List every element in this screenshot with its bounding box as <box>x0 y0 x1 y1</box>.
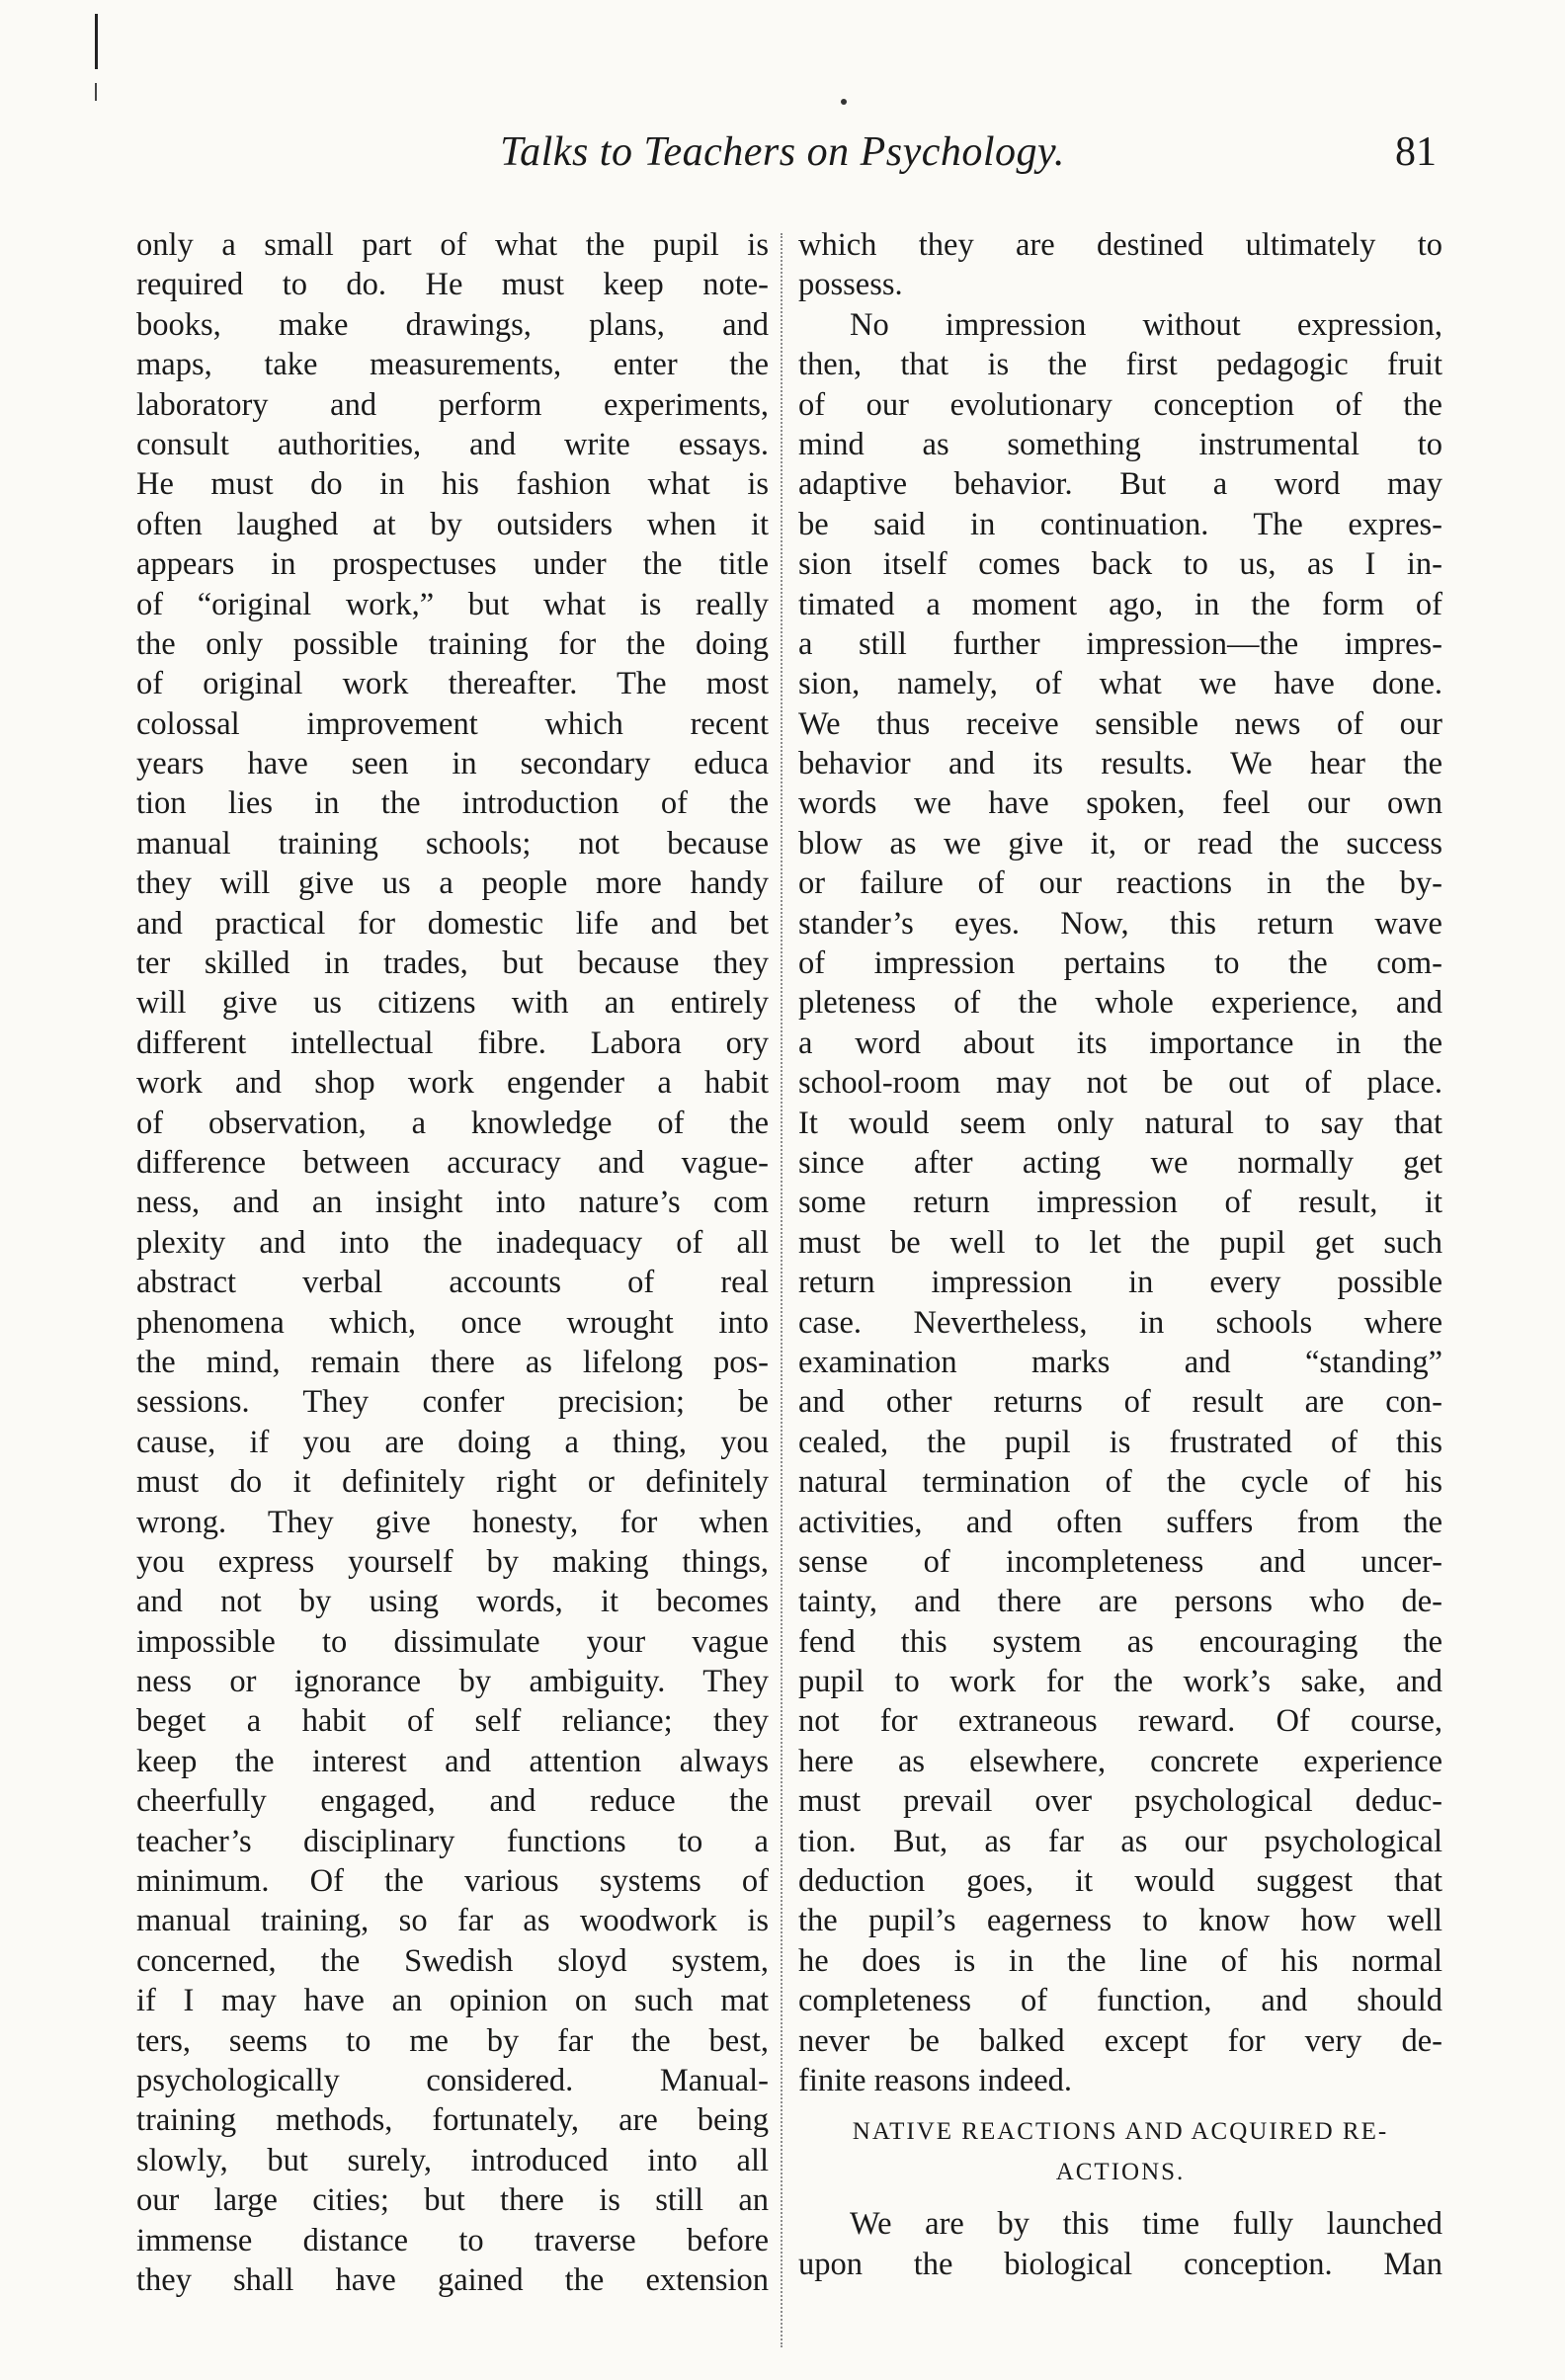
text-line: you express yourself by making things, <box>136 1543 769 1580</box>
text-line: ness or ignorance by ambiguity. They <box>136 1664 769 1700</box>
text-line: school-room may not be out of place. <box>798 1065 1442 1102</box>
text-line: keep the interest and attention always <box>136 1743 769 1779</box>
text-line: laboratory and perform experiments, <box>136 386 769 423</box>
text-line: He must do in his fashion what is <box>136 466 769 503</box>
text-line: impossible to dissimulate your vague <box>136 1623 769 1660</box>
text-line: difference between accuracy and vague- <box>136 1144 769 1181</box>
text-line: then, that is the first pedagogic fruit <box>798 347 1442 383</box>
text-line: different intellectual fibre. Labora ory <box>136 1025 769 1061</box>
text-line: sion, namely, of what we have done. <box>798 666 1442 702</box>
text-line: return impression in every possible <box>798 1265 1442 1301</box>
text-line: they shall have gained the extension <box>136 2261 769 2298</box>
text-line: natural termination of the cycle of his <box>798 1464 1442 1501</box>
text-line: of original work thereafter. The most <box>136 666 769 702</box>
text-line: stander’s eyes. Now, this return wave <box>798 905 1442 942</box>
text-line: must be well to let the pupil get such <box>798 1224 1442 1261</box>
text-line: manual training schools; not because <box>136 825 769 862</box>
text-line: only a small part of what the pupil is <box>136 227 769 263</box>
text-line: timated a moment ago, in the form of <box>798 586 1442 622</box>
section-heading: NATIVE REACTIONS AND ACQUIRED RE- <box>852 2118 1389 2146</box>
text-line: if I may have an opinion on such mat <box>136 1983 769 2019</box>
text-line: blow as we give it, or read the success <box>798 825 1442 862</box>
text-line: words we have spoken, feel our own <box>798 785 1442 822</box>
text-line: sense of incompleteness and uncer- <box>798 1543 1442 1580</box>
text-line: possess. <box>798 267 903 303</box>
text-line: of our evolutionary conception of the <box>798 386 1442 423</box>
text-line: never be balked except for very de- <box>798 2022 1442 2059</box>
text-line: phenomena which, once wrought into <box>136 1304 769 1341</box>
text-line: will give us citizens with an entirely <box>136 985 769 1022</box>
text-line: required to do. He must keep note- <box>136 267 769 303</box>
text-line: consult authorities, and write essays. <box>136 426 769 462</box>
text-line: concerned, the Swedish sloyd system, <box>136 1942 769 1979</box>
text-line: adaptive behavior. But a word may <box>798 466 1442 503</box>
text-line: of impression pertains to the com- <box>798 945 1442 982</box>
text-line: work and shop work engender a habit <box>136 1065 769 1102</box>
text-line: beget a habit of self reliance; they <box>136 1703 769 1740</box>
text-line: and not by using words, it becomes <box>136 1584 769 1620</box>
text-line: pupil to work for the work’s sake, and <box>798 1664 1442 1700</box>
text-line: the pupil’s eagerness to know how well <box>798 1903 1442 1939</box>
column-divider <box>781 233 782 2347</box>
text-line: minimum. Of the various systems of <box>136 1863 769 1900</box>
text-line: our large cities; but there is still an <box>136 2182 769 2219</box>
text-line: or failure of our reactions in the by- <box>798 865 1442 902</box>
text-line: colossal improvement which recent <box>136 705 769 742</box>
text-line: tion lies in the introduction of the <box>136 785 769 822</box>
scan-edge-mark <box>95 14 98 69</box>
text-line: activities, and often suffers from the <box>798 1504 1442 1540</box>
text-line: case. Nevertheless, in schools where <box>798 1304 1442 1341</box>
text-line: they will give us a people more handy <box>136 865 769 902</box>
text-line: must prevail over psychological deduc- <box>798 1783 1442 1820</box>
text-line: behavior and its results. We hear the <box>798 746 1442 782</box>
text-line: of observation, a knowledge of the <box>136 1105 769 1141</box>
text-line: ness, and an insight into nature’s com <box>136 1185 769 1221</box>
text-line: he does is in the line of his normal <box>798 1942 1442 1979</box>
text-line: It would seem only natural to say that <box>798 1105 1442 1141</box>
text-line: finite reasons indeed. <box>798 2062 1073 2098</box>
text-line: since after acting we normally get <box>798 1144 1442 1181</box>
text-line: immense distance to traverse before <box>136 2222 769 2258</box>
text-line: manual training, so far as woodwork is <box>136 1903 769 1939</box>
text-line: We thus receive sensible news of our <box>798 705 1442 742</box>
text-line: tion. But, as far as our psychological <box>798 1823 1442 1859</box>
text-line: plexity and into the inadequacy of all <box>136 1224 769 1261</box>
text-line: appears in prospectuses under the title <box>136 546 769 583</box>
text-line: ters, seems to me by far the best, <box>136 2022 769 2059</box>
text-line: fend this system as encouraging the <box>798 1623 1442 1660</box>
text-line: sion itself comes back to us, as I in- <box>798 546 1442 583</box>
text-line: We are by this time fully launched <box>850 2206 1442 2243</box>
text-line: wrong. They give honesty, for when <box>136 1504 769 1540</box>
text-line: and other returns of result are con- <box>798 1384 1442 1421</box>
text-line: cause, if you are doing a thing, you <box>136 1424 769 1460</box>
right-column <box>798 225 1442 2284</box>
text-line: teacher’s disciplinary functions to a <box>136 1823 769 1859</box>
section-heading: ACTIONS. <box>1055 2158 1186 2185</box>
text-line: books, make drawings, plans, and <box>136 306 769 343</box>
text-line: which they are destined ultimately to <box>798 227 1442 263</box>
text-line: completeness of function, and should <box>798 1983 1442 2019</box>
text-line: a still further impression—the impres- <box>798 625 1442 662</box>
text-line: here as elsewhere, concrete experience <box>798 1743 1442 1779</box>
text-line: pleteness of the whole experience, and <box>798 985 1442 1022</box>
text-line: must do it definitely right or definitely <box>136 1464 769 1501</box>
text-line: abstract verbal accounts of real <box>136 1265 769 1301</box>
text-line: ter skilled in trades, but because they <box>136 945 769 982</box>
text-line: slowly, but surely, introduced into all <box>136 2142 769 2178</box>
text-line: examination marks and “standing” <box>798 1344 1442 1380</box>
text-line: be said in continuation. The expres- <box>798 506 1442 542</box>
left-column <box>136 225 769 2300</box>
running-title: Talks to Teachers on Psychology. <box>500 129 1065 175</box>
spacer <box>798 2100 1442 2112</box>
text-line: tainty, and there are persons who de- <box>798 1584 1442 1620</box>
text-line: maps, take measurements, enter the <box>136 347 769 383</box>
text-line: cealed, the pupil is frustrated of this <box>798 1424 1442 1460</box>
text-line: cheerfully engaged, and reduce the <box>136 1783 769 1820</box>
page-number: 81 <box>1395 129 1437 175</box>
text-line: psychologically considered. Manual- <box>136 2062 769 2098</box>
text-line: deduction goes, it would suggest that <box>798 1863 1442 1900</box>
text-line: a word about its importance in the <box>798 1025 1442 1061</box>
text-line: often laughed at by outsiders when it <box>136 506 769 542</box>
text-line: of “original work,” but what is really <box>136 586 769 622</box>
scan-edge-mark <box>95 83 97 101</box>
text-line: No impression without expression, <box>850 306 1442 343</box>
text-line: sessions. They confer precision; be <box>136 1384 769 1421</box>
spacer <box>798 2192 1442 2204</box>
text-line: not for extraneous reward. Of course, <box>798 1703 1442 1740</box>
text-line: the mind, remain there as lifelong pos- <box>136 1344 769 1380</box>
text-line: upon the biological conception. Man <box>798 2246 1442 2282</box>
text-line: and practical for domestic life and bet <box>136 905 769 942</box>
text-line: training methods, fortunately, are being <box>136 2102 769 2139</box>
text-line: years have seen in secondary educa <box>136 746 769 782</box>
text-line: some return impression of result, it <box>798 1185 1442 1221</box>
text-line: mind as something instrumental to <box>798 426 1442 462</box>
text-line: the only possible training for the doing <box>136 625 769 662</box>
scan-speck <box>841 99 847 105</box>
